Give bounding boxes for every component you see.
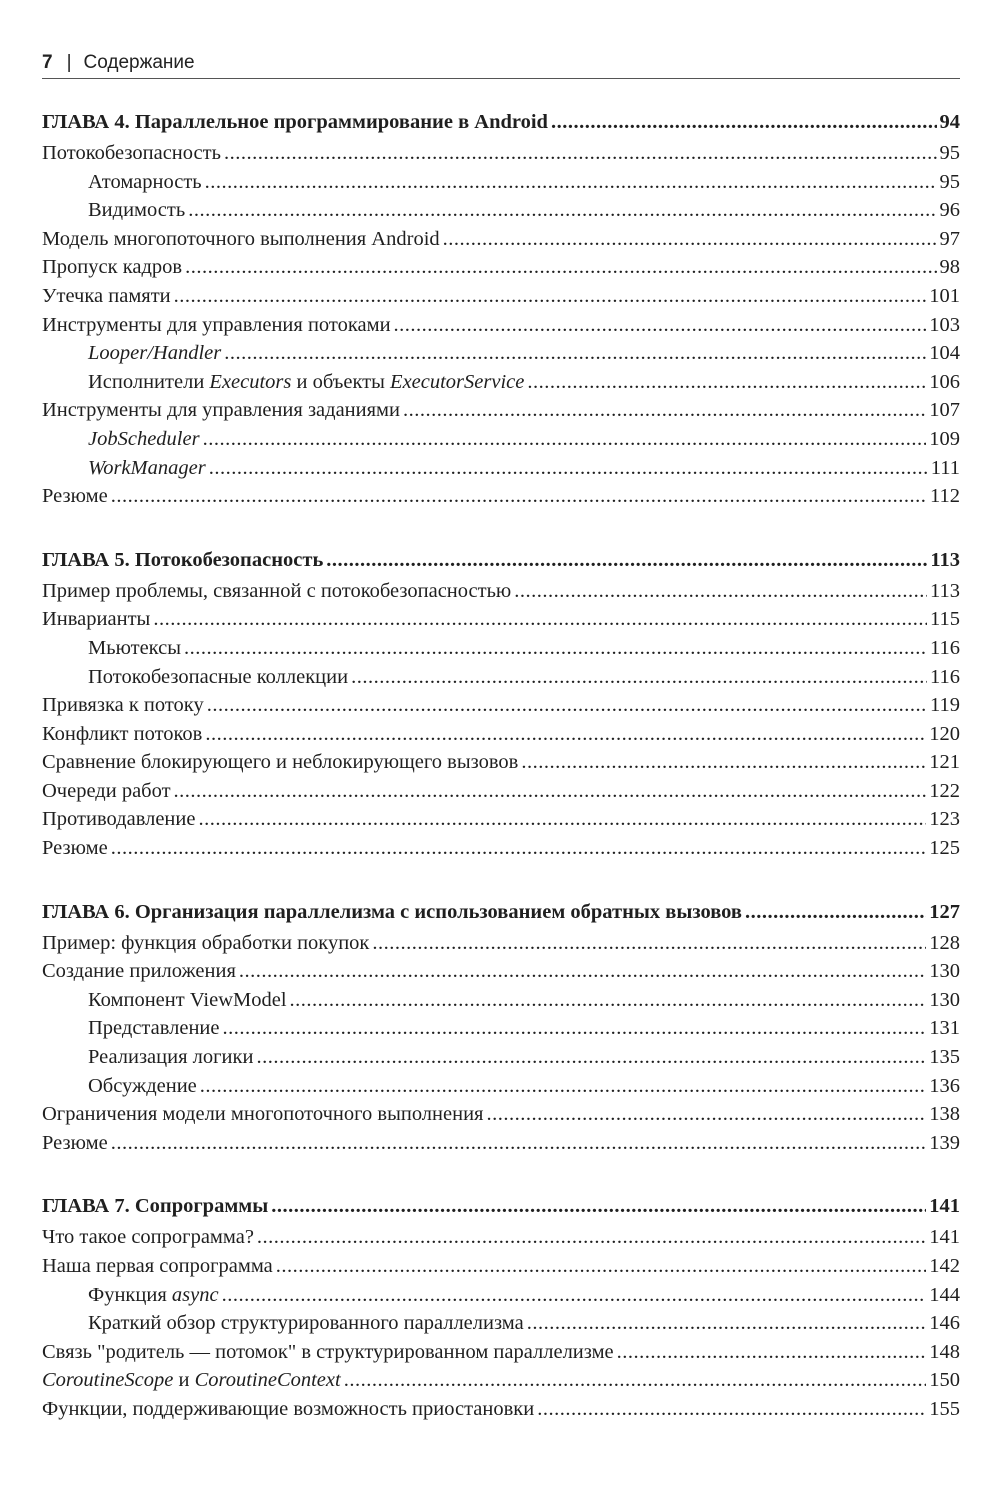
entry-title xyxy=(88,1043,253,1072)
chapter-title: ГЛАВА 7. Сопрограммы xyxy=(42,1195,269,1218)
entry-page-number: 150 xyxy=(929,1369,960,1392)
entry-title xyxy=(42,282,171,311)
dot-leader xyxy=(527,1309,927,1338)
toc-entry[interactable] xyxy=(42,1223,960,1252)
entry-page-number: 106 xyxy=(929,370,960,393)
entry-title-text: Сравнение блокирующего и неблокирующего вызовов xyxy=(42,751,519,774)
entry-title-text: Мьютексы xyxy=(88,636,182,659)
entry-title-text: Инструменты для управления заданиями xyxy=(42,399,400,422)
entry-title-text: Инварианты xyxy=(42,608,151,631)
entry-title-italic: WorkManager xyxy=(88,456,206,479)
entry-page-number: 116 xyxy=(930,665,960,688)
header-section-title: Содержание xyxy=(83,52,195,73)
entry-title-text: Функция xyxy=(88,1283,172,1306)
toc-entry[interactable] xyxy=(42,396,960,425)
entry-page-number: 95 xyxy=(939,170,960,193)
entry-title-italic: CoroutineScope xyxy=(42,1369,174,1392)
entry-page-number: 130 xyxy=(929,960,960,983)
dot-leader xyxy=(184,634,927,663)
dot-leader xyxy=(111,1129,927,1158)
entry-title-text: Потокобезопасные коллекции xyxy=(88,665,349,688)
dot-leader xyxy=(537,1395,926,1424)
entry-title xyxy=(88,986,287,1015)
chapter-section xyxy=(42,895,960,1158)
entry-title-text: Конфликт потоков xyxy=(42,722,203,745)
entry-title xyxy=(42,805,195,834)
dot-leader xyxy=(111,834,927,863)
entry-title-text: Противодавление xyxy=(42,808,196,831)
entry-title-text: Резюме xyxy=(42,837,108,860)
entry-page-number: 148 xyxy=(929,1340,960,1363)
entry-page-number: 95 xyxy=(939,142,960,164)
dot-leader xyxy=(205,168,937,197)
toc-entry[interactable] xyxy=(42,1338,960,1367)
entry-page-number: 119 xyxy=(930,694,960,717)
chapter-title: ГЛАВА 4. Параллельное программирование в Android xyxy=(42,111,548,133)
entry-title xyxy=(42,253,182,282)
entry-title xyxy=(42,311,391,340)
dot-leader xyxy=(745,895,926,929)
entry-title xyxy=(88,634,181,663)
dot-leader xyxy=(617,1338,927,1367)
chapter-heading[interactable] xyxy=(42,1189,960,1223)
entry-title xyxy=(88,339,221,368)
dot-leader xyxy=(527,368,926,397)
entry-page-number: 115 xyxy=(930,608,960,631)
table-of-contents xyxy=(42,105,960,1424)
dot-leader xyxy=(222,1281,927,1310)
toc-entry[interactable] xyxy=(42,1129,960,1158)
header-rule xyxy=(42,78,960,79)
dot-leader xyxy=(198,805,926,834)
entry-title xyxy=(42,1223,254,1252)
chapter-heading[interactable] xyxy=(42,543,960,577)
toc-entry[interactable] xyxy=(42,1395,960,1424)
dot-leader xyxy=(224,339,926,368)
dot-leader xyxy=(224,139,937,168)
entry-page-number: 107 xyxy=(929,399,960,422)
entry-title-text: Резюме xyxy=(42,1131,108,1154)
entry-page-number: 128 xyxy=(929,931,960,954)
toc-entry[interactable] xyxy=(42,282,960,311)
chapter-title: ГЛАВА 6. Организация параллелизма с использованием обратных вызовов xyxy=(42,900,742,923)
entry-title-italic: Looper/Handler xyxy=(88,342,222,365)
entry-title-text: Наша первая сопрограмма xyxy=(42,1255,273,1277)
entry-title xyxy=(42,1395,534,1424)
toc-entry[interactable] xyxy=(42,691,960,720)
dot-leader xyxy=(486,1100,926,1129)
toc-entry[interactable] xyxy=(42,834,960,863)
toc-entry[interactable] xyxy=(42,1252,960,1281)
entry-title-text: Очереди работ xyxy=(42,779,171,802)
toc-subentry[interactable] xyxy=(42,986,960,1015)
entry-title xyxy=(42,748,518,777)
entry-title-text: Реализация логики xyxy=(88,1046,254,1069)
entry-page-number: 112 xyxy=(930,485,960,508)
entry-page-number: 116 xyxy=(930,636,960,659)
toc-subentry[interactable] xyxy=(42,1072,960,1101)
entry-page-number: 96 xyxy=(939,199,960,222)
entry-page-number: 121 xyxy=(929,751,960,774)
dot-leader xyxy=(209,454,928,483)
dot-leader xyxy=(403,396,926,425)
entry-title xyxy=(42,225,440,254)
entry-title-text: Атомарность xyxy=(88,170,202,193)
chapter-section xyxy=(42,543,960,863)
dot-leader xyxy=(185,253,936,282)
dot-leader xyxy=(271,1189,926,1223)
entry-title-text: Что такое сопрограмма? xyxy=(42,1226,254,1249)
entry-title xyxy=(42,1366,341,1395)
entry-title-text: Потокобезопасность xyxy=(42,142,221,164)
dot-leader xyxy=(326,543,927,577)
chapter-section xyxy=(42,1189,960,1423)
dot-leader xyxy=(351,663,927,692)
toc-entry[interactable] xyxy=(42,1100,960,1129)
entry-title-italic: ExecutorService xyxy=(390,370,525,393)
dot-leader xyxy=(372,929,926,958)
dot-leader xyxy=(256,1043,926,1072)
toc-subentry[interactable] xyxy=(42,1043,960,1072)
toc-subentry[interactable] xyxy=(42,339,960,368)
entry-page-number: 109 xyxy=(929,427,960,450)
entry-page-number: 139 xyxy=(929,1131,960,1154)
toc-subentry[interactable] xyxy=(42,1309,960,1338)
dot-leader xyxy=(174,777,927,806)
entry-page-number: 101 xyxy=(929,284,960,307)
chapter-heading[interactable] xyxy=(42,895,960,929)
chapter-heading[interactable] xyxy=(42,105,960,139)
dot-leader xyxy=(188,196,936,225)
toc-entry[interactable] xyxy=(42,577,960,606)
chapter-page-number: 127 xyxy=(929,900,960,923)
dot-leader xyxy=(111,482,927,511)
toc-subentry[interactable] xyxy=(42,196,960,225)
entry-title xyxy=(42,834,108,863)
entry-page-number: 141 xyxy=(929,1226,960,1249)
toc-subentry[interactable] xyxy=(42,368,960,397)
dot-leader xyxy=(290,986,927,1015)
entry-page-number: 131 xyxy=(929,1017,960,1040)
entry-page-number: 111 xyxy=(930,456,960,479)
toc-entry[interactable] xyxy=(42,748,960,777)
entry-title-text: Представление xyxy=(88,1017,220,1040)
entry-title xyxy=(42,720,202,749)
entry-page-number: 103 xyxy=(929,313,960,336)
toc-entry[interactable] xyxy=(42,805,960,834)
entry-title-text: Инструменты для управления потоками xyxy=(42,313,391,336)
entry-title xyxy=(42,577,511,606)
entry-title xyxy=(42,605,150,634)
toc-subentry[interactable] xyxy=(42,1281,960,1310)
toc-subentry[interactable] xyxy=(42,1014,960,1043)
entry-title xyxy=(42,1100,483,1129)
dot-leader xyxy=(174,282,927,311)
entry-title-text: Пример: функция обработки покупок xyxy=(42,931,370,954)
entry-title xyxy=(88,1309,524,1338)
dot-leader xyxy=(205,720,926,749)
entry-title-text: Утечка памяти xyxy=(42,284,171,307)
chapter-title: ГЛАВА 5. Потокобезопасность xyxy=(42,548,324,571)
dot-leader xyxy=(276,1252,926,1281)
toc-entry[interactable] xyxy=(42,605,960,634)
entry-title-italic: CoroutineContext xyxy=(194,1369,341,1392)
entry-page-number: 104 xyxy=(929,342,960,365)
entry-title-text: Пропуск кадров xyxy=(42,256,183,279)
entry-title-text: Резюме xyxy=(42,485,108,508)
entry-title xyxy=(42,1252,273,1281)
entry-page-number: 136 xyxy=(929,1074,960,1097)
entry-title xyxy=(42,957,236,986)
entry-title-text: Создание приложения xyxy=(42,960,236,983)
entry-page-number: 146 xyxy=(929,1312,960,1335)
entry-title xyxy=(88,1014,220,1043)
entry-page-number: 120 xyxy=(929,722,960,745)
entry-page-number: 144 xyxy=(929,1283,960,1306)
entry-title xyxy=(42,396,400,425)
toc-subentry[interactable] xyxy=(42,663,960,692)
chapter-page-number: 113 xyxy=(930,548,960,571)
dot-leader xyxy=(207,691,927,720)
entry-title-text: и объекты xyxy=(291,370,391,393)
entry-title xyxy=(42,929,369,958)
toc-entry[interactable] xyxy=(42,253,960,282)
chapter-page-number: 94 xyxy=(939,111,960,133)
dot-leader xyxy=(521,748,926,777)
entry-title-text: Привязка к потоку xyxy=(42,694,204,717)
toc-subentry[interactable] xyxy=(42,454,960,483)
toc-entry[interactable] xyxy=(42,225,960,254)
entry-page-number: 155 xyxy=(929,1397,960,1420)
entry-title xyxy=(42,1129,108,1158)
dot-leader xyxy=(514,577,927,606)
entry-title-italic: Executors xyxy=(209,370,292,393)
entry-page-number: 113 xyxy=(930,579,960,602)
toc-subentry[interactable] xyxy=(42,634,960,663)
entry-title-text: Обсуждение xyxy=(88,1074,197,1097)
dot-leader xyxy=(200,1072,926,1101)
page-number: 7 xyxy=(42,52,53,73)
entry-title-text: Пример проблемы, связанной с потокобезопасностью xyxy=(42,579,512,602)
entry-title-text: Ограничения модели многопоточного выполнения xyxy=(42,1103,484,1126)
toc-entry[interactable] xyxy=(42,311,960,340)
toc-entry[interactable] xyxy=(42,777,960,806)
chapter-section xyxy=(42,105,960,511)
running-header xyxy=(42,50,960,76)
dot-leader xyxy=(257,1223,926,1252)
toc-entry[interactable] xyxy=(42,929,960,958)
entry-title xyxy=(88,454,206,483)
entry-page-number: 123 xyxy=(929,808,960,831)
entry-title-text: Модель многопоточного выполнения Android xyxy=(42,227,440,250)
entry-page-number: 142 xyxy=(929,1255,960,1277)
toc-subentry[interactable] xyxy=(42,168,960,197)
dot-leader xyxy=(443,225,937,254)
entry-title-text: Видимость xyxy=(88,199,186,222)
entry-page-number: 130 xyxy=(929,988,960,1011)
entry-title xyxy=(88,1072,197,1101)
entry-title xyxy=(42,777,171,806)
toc-entry[interactable] xyxy=(42,482,960,511)
entry-title-text: Функции, поддерживающие возможность приостановки xyxy=(42,1397,535,1420)
entry-title xyxy=(88,368,524,397)
entry-page-number: 122 xyxy=(929,779,960,802)
toc-entry[interactable] xyxy=(42,957,960,986)
entry-title xyxy=(42,691,204,720)
entry-title xyxy=(88,425,200,454)
entry-title xyxy=(42,482,108,511)
entry-page-number: 98 xyxy=(939,256,960,279)
dot-leader xyxy=(203,425,927,454)
dot-leader xyxy=(394,311,927,340)
entry-title-text: Компонент ViewModel xyxy=(88,988,287,1011)
dot-leader xyxy=(344,1366,927,1395)
header-separator: | xyxy=(66,52,72,73)
entry-page-number: 138 xyxy=(929,1103,960,1126)
entry-title xyxy=(88,168,202,197)
entry-title-italic: JobScheduler xyxy=(88,427,200,450)
entry-page-number: 97 xyxy=(939,227,960,250)
entry-title xyxy=(88,663,348,692)
entry-title-text: Связь "родитель — потомок" в структурированном параллелизме xyxy=(42,1340,614,1363)
entry-page-number: 135 xyxy=(929,1046,960,1069)
dot-leader xyxy=(223,1014,927,1043)
entry-title-text: Краткий обзор структурированного параллелизма xyxy=(88,1312,524,1335)
dot-leader xyxy=(239,957,926,986)
toc-entry[interactable] xyxy=(42,139,960,168)
entry-title-text: и xyxy=(173,1369,195,1392)
toc-subentry[interactable] xyxy=(42,425,960,454)
entry-title xyxy=(88,1281,219,1310)
entry-title-text: Исполнители xyxy=(88,370,210,393)
entry-page-number: 125 xyxy=(929,837,960,860)
entry-title xyxy=(42,139,221,168)
chapter-page-number: 141 xyxy=(929,1195,960,1218)
toc-entry[interactable] xyxy=(42,720,960,749)
dot-leader xyxy=(153,605,927,634)
toc-entry[interactable] xyxy=(42,1366,960,1395)
entry-title xyxy=(42,1338,614,1367)
entry-title xyxy=(88,196,185,225)
dot-leader xyxy=(551,105,937,139)
toc-page xyxy=(42,50,960,1424)
entry-title-italic: async xyxy=(171,1283,219,1306)
